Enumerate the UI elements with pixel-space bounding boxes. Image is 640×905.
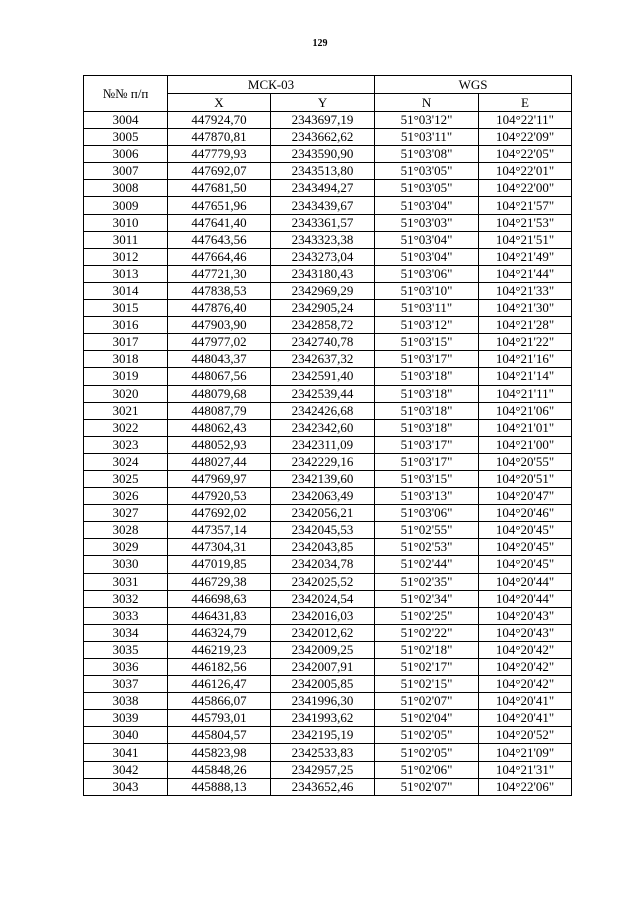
e-cell: 104°20'43" (479, 624, 572, 641)
y-cell: 2342311,09 (271, 436, 375, 453)
y-cell: 2342637,32 (271, 351, 375, 368)
x-cell: 448052,93 (168, 436, 271, 453)
e-cell: 104°20'51" (479, 470, 572, 487)
n-cell: 51°02'55" (375, 522, 479, 539)
e-cell: 104°20'43" (479, 607, 572, 624)
x-cell: 447692,02 (168, 505, 271, 522)
e-cell: 104°21'28" (479, 317, 572, 334)
y-cell: 2342539,44 (271, 385, 375, 402)
y-cell: 2342009,25 (271, 641, 375, 658)
n-cell: 51°03'08" (375, 146, 479, 163)
table-row (84, 573, 572, 590)
x-cell: 447664,46 (168, 248, 271, 265)
e-cell: 104°21'06" (479, 402, 572, 419)
point-number-cell: 3005 (84, 129, 168, 146)
n-cell: 51°02'22" (375, 624, 479, 641)
n-cell: 51°02'07" (375, 693, 479, 710)
y-cell: 2343662,62 (271, 129, 375, 146)
x-cell: 447643,56 (168, 231, 271, 248)
e-cell: 104°20'41" (479, 693, 572, 710)
x-cell: 446126,47 (168, 676, 271, 693)
table-row (84, 231, 572, 248)
table-row (84, 436, 572, 453)
table-row (84, 419, 572, 436)
coordinates-table (83, 75, 572, 796)
page-number: 129 (312, 38, 328, 49)
e-cell: 104°20'52" (479, 727, 572, 744)
y-cell: 2342012,62 (271, 624, 375, 641)
n-cell: 51°03'13" (375, 488, 479, 505)
n-cell: 51°02'18" (375, 641, 479, 658)
n-cell: 51°03'04" (375, 231, 479, 248)
e-cell: 104°20'45" (479, 522, 572, 539)
table-row (84, 539, 572, 556)
y-cell: 2343361,57 (271, 214, 375, 231)
table-row (84, 778, 572, 795)
table-row (84, 385, 572, 402)
y-cell: 2342063,49 (271, 488, 375, 505)
point-number-cell: 3018 (84, 351, 168, 368)
x-cell: 447019,85 (168, 556, 271, 573)
x-cell: 448062,43 (168, 419, 271, 436)
e-cell: 104°20'47" (479, 488, 572, 505)
x-cell: 447977,02 (168, 334, 271, 351)
e-cell: 104°20'55" (479, 453, 572, 470)
y-cell: 2343439,67 (271, 197, 375, 214)
n-cell: 51°02'17" (375, 659, 479, 676)
n-cell: 51°02'06" (375, 761, 479, 778)
y-cell: 2342229,16 (271, 453, 375, 470)
x-cell: 447681,50 (168, 180, 271, 197)
point-number-cell: 3032 (84, 590, 168, 607)
x-cell: 447357,14 (168, 522, 271, 539)
n-cell: 51°03'06" (375, 265, 479, 282)
table-row (84, 659, 572, 676)
e-cell: 104°21'14" (479, 368, 572, 385)
point-number-cell: 3023 (84, 436, 168, 453)
point-number-cell: 3016 (84, 317, 168, 334)
point-number-cell: 3020 (84, 385, 168, 402)
x-cell: 447692,07 (168, 163, 271, 180)
header-msk-group: МСК-03 (168, 76, 375, 94)
x-cell: 447924,70 (168, 112, 271, 129)
table-row (84, 282, 572, 299)
table-row (84, 590, 572, 607)
n-cell: 51°03'12" (375, 112, 479, 129)
table-row (84, 744, 572, 761)
point-number-cell: 3031 (84, 573, 168, 590)
y-cell: 2342740,78 (271, 334, 375, 351)
e-cell: 104°22'09" (479, 129, 572, 146)
point-number-cell: 3029 (84, 539, 168, 556)
x-cell: 448087,79 (168, 402, 271, 419)
x-cell: 446182,56 (168, 659, 271, 676)
table-row (84, 180, 572, 197)
n-cell: 51°03'15" (375, 334, 479, 351)
n-cell: 51°03'10" (375, 282, 479, 299)
table-row (84, 334, 572, 351)
header-n: N (375, 94, 479, 112)
y-cell: 2342024,54 (271, 590, 375, 607)
n-cell: 51°03'06" (375, 505, 479, 522)
e-cell: 104°21'01" (479, 419, 572, 436)
y-cell: 2343323,38 (271, 231, 375, 248)
table-body (84, 112, 572, 796)
e-cell: 104°21'49" (479, 248, 572, 265)
n-cell: 51°03'17" (375, 436, 479, 453)
y-cell: 2342025,52 (271, 573, 375, 590)
point-number-cell: 3040 (84, 727, 168, 744)
x-cell: 448067,56 (168, 368, 271, 385)
n-cell: 51°03'17" (375, 351, 479, 368)
x-cell: 445888,13 (168, 778, 271, 795)
point-number-cell: 3012 (84, 248, 168, 265)
table-row (84, 676, 572, 693)
n-cell: 51°03'18" (375, 368, 479, 385)
point-number-cell: 3022 (84, 419, 168, 436)
table-row (84, 368, 572, 385)
n-cell: 51°02'05" (375, 744, 479, 761)
y-cell: 2343590,90 (271, 146, 375, 163)
y-cell: 2342426,68 (271, 402, 375, 419)
y-cell: 2342005,85 (271, 676, 375, 693)
y-cell: 2343273,04 (271, 248, 375, 265)
e-cell: 104°20'41" (479, 710, 572, 727)
e-cell: 104°21'11" (479, 385, 572, 402)
point-number-cell: 3025 (84, 470, 168, 487)
point-number-cell: 3021 (84, 402, 168, 419)
e-cell: 104°20'45" (479, 556, 572, 573)
table-row (84, 402, 572, 419)
e-cell: 104°21'00" (479, 436, 572, 453)
e-cell: 104°20'45" (479, 539, 572, 556)
e-cell: 104°20'42" (479, 676, 572, 693)
header-e: E (479, 94, 572, 112)
point-number-cell: 3030 (84, 556, 168, 573)
n-cell: 51°02'35" (375, 573, 479, 590)
e-cell: 104°20'44" (479, 590, 572, 607)
point-number-cell: 3004 (84, 112, 168, 129)
x-cell: 447920,53 (168, 488, 271, 505)
x-cell: 445804,57 (168, 727, 271, 744)
table-row (84, 607, 572, 624)
y-cell: 2342045,53 (271, 522, 375, 539)
y-cell: 2342034,78 (271, 556, 375, 573)
e-cell: 104°20'42" (479, 659, 572, 676)
x-cell: 447838,53 (168, 282, 271, 299)
x-cell: 446698,63 (168, 590, 271, 607)
y-cell: 2343697,19 (271, 112, 375, 129)
point-number-cell: 3006 (84, 146, 168, 163)
x-cell: 447721,30 (168, 265, 271, 282)
x-cell: 447876,40 (168, 300, 271, 317)
point-number-cell: 3010 (84, 214, 168, 231)
x-cell: 447779,93 (168, 146, 271, 163)
e-cell: 104°21'44" (479, 265, 572, 282)
table-row (84, 197, 572, 214)
n-cell: 51°03'05" (375, 163, 479, 180)
table-row (84, 163, 572, 180)
x-cell: 447651,96 (168, 197, 271, 214)
table-row (84, 453, 572, 470)
point-number-cell: 3042 (84, 761, 168, 778)
y-cell: 2341993,62 (271, 710, 375, 727)
header-y: Y (271, 94, 375, 112)
x-cell: 446324,79 (168, 624, 271, 641)
point-number-cell: 3026 (84, 488, 168, 505)
n-cell: 51°02'25" (375, 607, 479, 624)
point-number-cell: 3011 (84, 231, 168, 248)
x-cell: 446431,83 (168, 607, 271, 624)
point-number-cell: 3008 (84, 180, 168, 197)
y-cell: 2342957,25 (271, 761, 375, 778)
table-row (84, 129, 572, 146)
table-row (84, 624, 572, 641)
y-cell: 2343652,46 (271, 778, 375, 795)
e-cell: 104°22'05" (479, 146, 572, 163)
y-cell: 2342056,21 (271, 505, 375, 522)
n-cell: 51°03'05" (375, 180, 479, 197)
table-row (84, 505, 572, 522)
table-header (84, 76, 572, 112)
n-cell: 51°03'11" (375, 129, 479, 146)
e-cell: 104°22'00" (479, 180, 572, 197)
y-cell: 2342858,72 (271, 317, 375, 334)
table-row (84, 727, 572, 744)
x-cell: 447969,97 (168, 470, 271, 487)
point-number-cell: 3027 (84, 505, 168, 522)
n-cell: 51°03'03" (375, 214, 479, 231)
point-number-cell: 3013 (84, 265, 168, 282)
x-cell: 448027,44 (168, 453, 271, 470)
point-number-cell: 3043 (84, 778, 168, 795)
point-number-cell: 3015 (84, 300, 168, 317)
x-cell: 447304,31 (168, 539, 271, 556)
point-number-cell: 3039 (84, 710, 168, 727)
e-cell: 104°21'09" (479, 744, 572, 761)
e-cell: 104°21'51" (479, 231, 572, 248)
e-cell: 104°22'01" (479, 163, 572, 180)
x-cell: 446219,23 (168, 641, 271, 658)
y-cell: 2342905,24 (271, 300, 375, 317)
x-cell: 445848,26 (168, 761, 271, 778)
table-row (84, 317, 572, 334)
y-cell: 2342016,03 (271, 607, 375, 624)
y-cell: 2342533,83 (271, 744, 375, 761)
n-cell: 51°02'53" (375, 539, 479, 556)
table-row (84, 146, 572, 163)
table-row (84, 710, 572, 727)
e-cell: 104°21'16" (479, 351, 572, 368)
n-cell: 51°03'04" (375, 248, 479, 265)
y-cell: 2342342,60 (271, 419, 375, 436)
y-cell: 2342043,85 (271, 539, 375, 556)
n-cell: 51°03'15" (375, 470, 479, 487)
point-number-cell: 3037 (84, 676, 168, 693)
table-row (84, 300, 572, 317)
header-x: X (168, 94, 271, 112)
n-cell: 51°02'07" (375, 778, 479, 795)
e-cell: 104°21'33" (479, 282, 572, 299)
point-number-cell: 3035 (84, 641, 168, 658)
table-row (84, 214, 572, 231)
table-row (84, 488, 572, 505)
table-row (84, 556, 572, 573)
n-cell: 51°03'18" (375, 402, 479, 419)
n-cell: 51°02'04" (375, 710, 479, 727)
point-number-cell: 3038 (84, 693, 168, 710)
n-cell: 51°03'18" (375, 419, 479, 436)
y-cell: 2343513,80 (271, 163, 375, 180)
n-cell: 51°03'18" (375, 385, 479, 402)
point-number-cell: 3019 (84, 368, 168, 385)
point-number-cell: 3014 (84, 282, 168, 299)
point-number-cell: 3017 (84, 334, 168, 351)
table-row (84, 265, 572, 282)
x-cell: 447870,81 (168, 129, 271, 146)
table-row (84, 522, 572, 539)
y-cell: 2343494,27 (271, 180, 375, 197)
n-cell: 51°02'15" (375, 676, 479, 693)
table-row (84, 248, 572, 265)
point-number-cell: 3024 (84, 453, 168, 470)
e-cell: 104°21'57" (479, 197, 572, 214)
x-cell: 447903,90 (168, 317, 271, 334)
header-wgs-group: WGS (375, 76, 572, 94)
n-cell: 51°03'11" (375, 300, 479, 317)
y-cell: 2342591,40 (271, 368, 375, 385)
table-row (84, 761, 572, 778)
n-cell: 51°03'17" (375, 453, 479, 470)
table-row (84, 351, 572, 368)
n-cell: 51°02'05" (375, 727, 479, 744)
n-cell: 51°03'12" (375, 317, 479, 334)
point-number-cell: 3009 (84, 197, 168, 214)
x-cell: 445793,01 (168, 710, 271, 727)
e-cell: 104°22'11" (479, 112, 572, 129)
e-cell: 104°21'31" (479, 761, 572, 778)
y-cell: 2342007,91 (271, 659, 375, 676)
point-number-cell: 3036 (84, 659, 168, 676)
x-cell: 448043,37 (168, 351, 271, 368)
y-cell: 2343180,43 (271, 265, 375, 282)
e-cell: 104°20'42" (479, 641, 572, 658)
n-cell: 51°02'44" (375, 556, 479, 573)
e-cell: 104°20'46" (479, 505, 572, 522)
x-cell: 447641,40 (168, 214, 271, 231)
table-row (84, 641, 572, 658)
point-number-cell: 3007 (84, 163, 168, 180)
e-cell: 104°21'30" (479, 300, 572, 317)
x-cell: 445823,98 (168, 744, 271, 761)
x-cell: 445866,07 (168, 693, 271, 710)
point-number-cell: 3034 (84, 624, 168, 641)
point-number-cell: 3033 (84, 607, 168, 624)
y-cell: 2341996,30 (271, 693, 375, 710)
n-cell: 51°03'04" (375, 197, 479, 214)
n-cell: 51°02'34" (375, 590, 479, 607)
e-cell: 104°21'53" (479, 214, 572, 231)
y-cell: 2342195,19 (271, 727, 375, 744)
table-row (84, 470, 572, 487)
table-row (84, 693, 572, 710)
e-cell: 104°21'22" (479, 334, 572, 351)
x-cell: 448079,68 (168, 385, 271, 402)
header-point-number: №№ п/п (84, 76, 168, 112)
point-number-cell: 3041 (84, 744, 168, 761)
y-cell: 2342139,60 (271, 470, 375, 487)
x-cell: 446729,38 (168, 573, 271, 590)
y-cell: 2342969,29 (271, 282, 375, 299)
e-cell: 104°22'06" (479, 778, 572, 795)
table-row (84, 112, 572, 129)
point-number-cell: 3028 (84, 522, 168, 539)
e-cell: 104°20'44" (479, 573, 572, 590)
